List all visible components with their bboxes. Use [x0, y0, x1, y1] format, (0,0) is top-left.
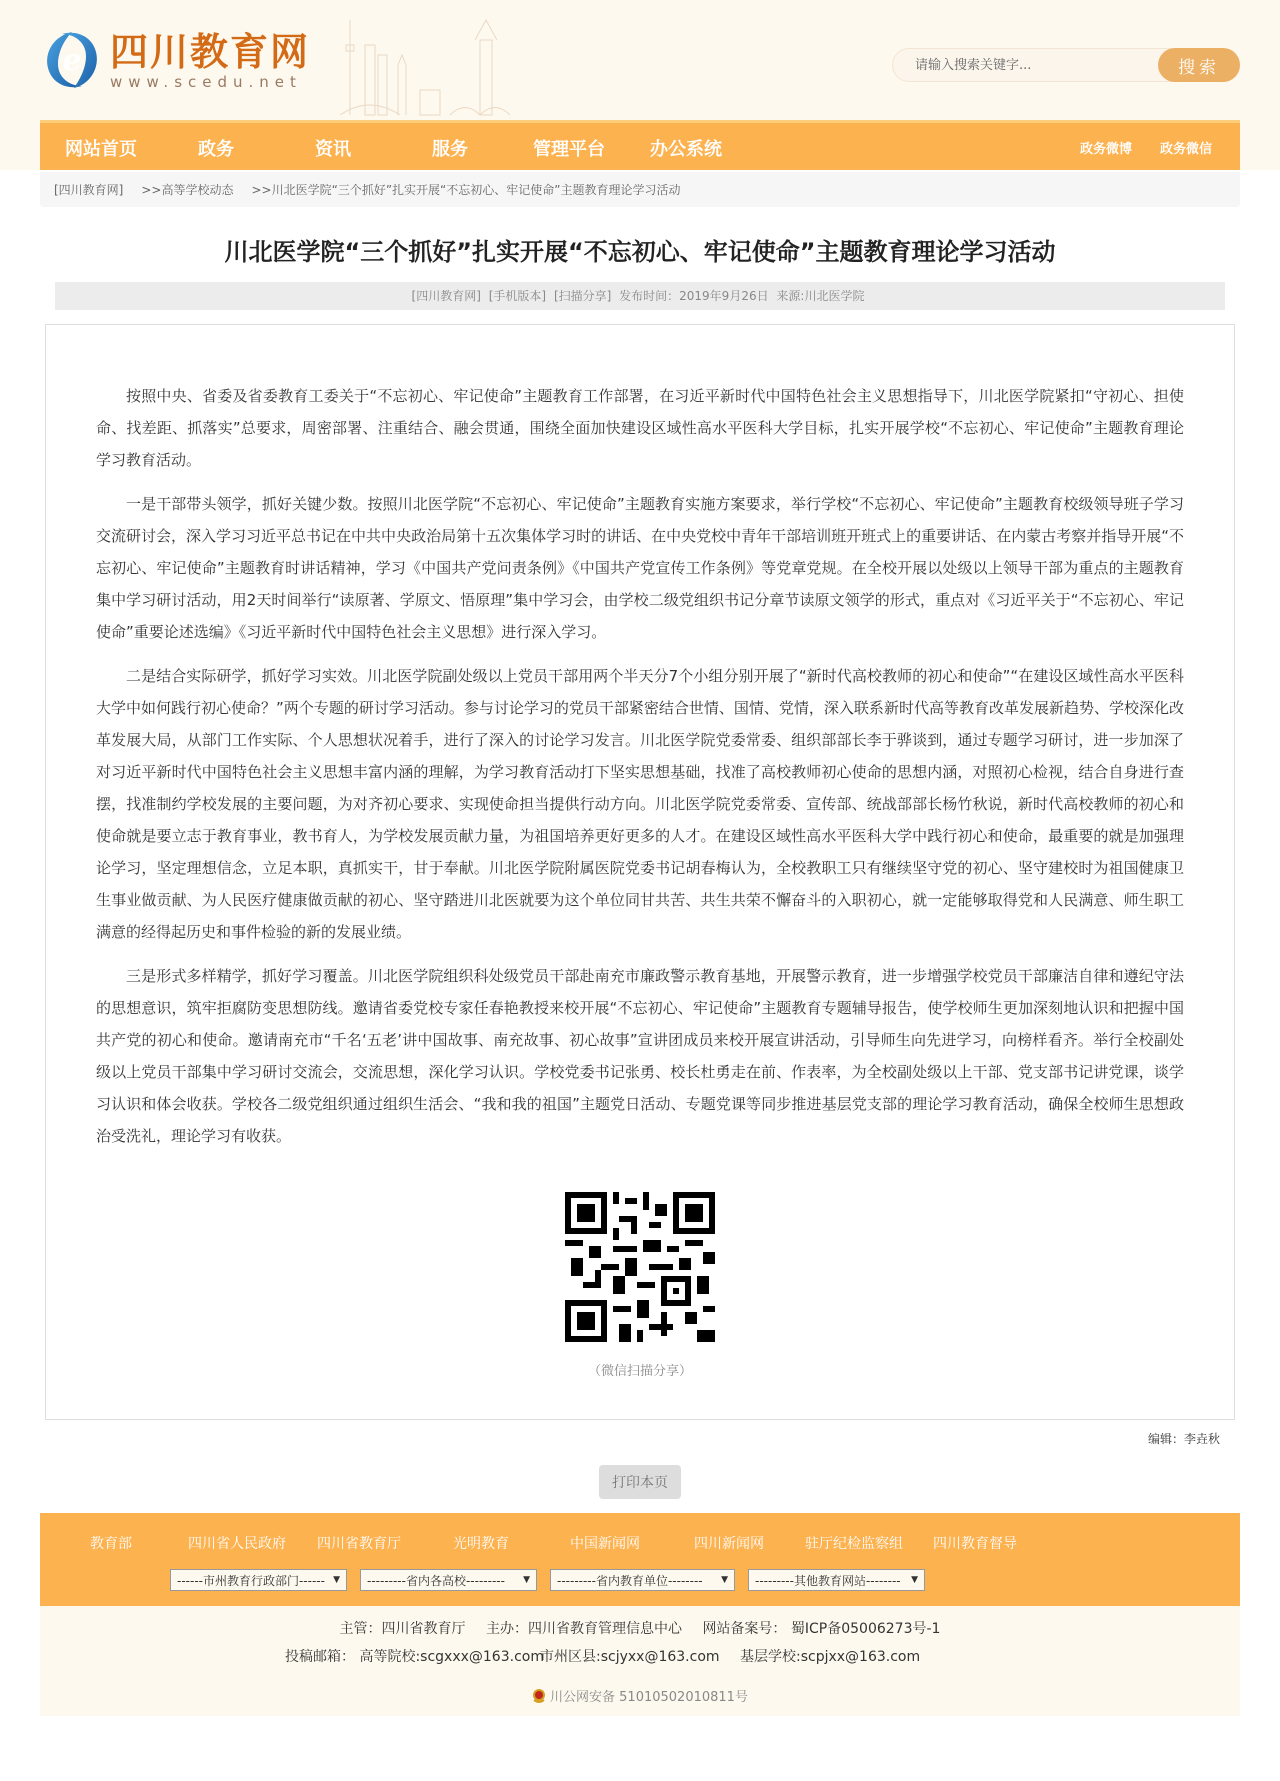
meta-mobile-link[interactable]: [手机版本]	[488, 289, 547, 303]
article-paragraph: 三是形式多样精学，抓好学习覆盖。川北医学院组织科处级党员干部赴南充市廉政警示教育基地，开展警示教育，进一步增强学校党员干部廉洁自律和遵纪守法的思想意识，筑牢拒腐防变思想防线。邀请省委党校专家任春艳教授来校开展“不忘初心、牢记使命”主题教育专题辅导报告，使学校师生更加深刻地认识和把握中国共产党的初心和使命。邀请南充市“千名‘五老’讲中国故事、南充故事、初心故事”宣讲团成员来校开展宣讲活动，引导师生向先进学习，向榜样看齐。举行全校副处级以上党员干部集中学习研讨交流会，交流思想，深化学习认识。学校党委书记张勇、校长杜勇走在前、作表率，为全校副处级以上干部、党支部书记讲党课，谈学习认识和体会收获。学校各二级党组织通过组织生活会、“我和我的祖国”主题党日活动、专题党课等同步推进基层党支部的理论学习教育活动，确保全校师生思想政治受洗礼，理论学习有收获。	[96, 967, 1184, 1145]
nav-item-home[interactable]: 网站首页	[65, 139, 137, 160]
dropdown-arrow-icon: ▼	[721, 1575, 728, 1585]
article-paragraph: 按照中央、省委及省委教育工委关于“不忘初心、牢记使命”主题教育工作部署，在习近平新时代中国特色社会主义思想指导下，川北医学院紧扣“守初心、担使命、找差距、抓落实”总要求，周密部署、注重结合、融会贯通，围绕全面加快建设区域性高水平医科大学目标，扎实开展学校“不忘初心、牢记使命”主题教育理论学习教育活动。	[96, 387, 1184, 469]
footer-link-chinanews[interactable]: 中国新闻网	[570, 1536, 640, 1552]
nav-item-wechat[interactable]: 政务微信	[1159, 142, 1212, 157]
meta-publish-date: 发布时间：2019年9月26日	[619, 289, 769, 303]
article-paragraph: 二是结合实际研学，抓好学习实效。川北医学院副处级以上党员干部用两个半天分7个小组分别开展了“新时代高校教师的初心和使命”“在建设区域性高水平医科大学中如何践行初心使命？”两个专题的研讨学习活动。参与讨论学习的党员干部紧密结合世情、国情、党情，深入联系新时代高等教育改革发展新趋势、学校深化改革发展大局，从部门工作实际、个人思想状况着手，进行了深入的讨论学习发言。川北医学院党委常委、组织部部长李于骅谈到，通过专题学习研讨，进一步加深了对习近平新时代中国特色社会主义思想丰富内涵的理解，为学习教育活动打下坚实思想基础，找准了高校教师初心使命的思想内涵，对照初心检视，结合自身进行查摆，找准制约学校发展的主要问题，为对齐初心要求、实现使命担当提供行动方向。川北医学院党委常委、宣传部、统战部部长杨竹秋说，新时代高校教师的初心和使命就是要立志于教育事业，教书育人，为学校发展贡献力量，为祖国培养更好更多的人才。在建设区域性高水平医科大学中践行初心和使命，最重要的就是加强理论学习，坚定理想信念，立足本职，真抓实干，甘于奉献。川北医学院附属医院党委书记胡春梅认为，全校教职工只有继续坚守党的初心、坚守建校时为祖国健康卫生事业做贡献、为人民医疗健康做贡献的初心、坚守踏进川北医就要为这个单位同甘共苦、共生共荣不懈奋斗的入职初心，就一定能够取得党和人民满意、师生职工满意的经得起历史和事件检验的新的发展业绩。	[96, 667, 1184, 941]
footer-link-scnews[interactable]: 四川新闻网	[694, 1536, 764, 1552]
select-city-edu-dept[interactable]: ------市州教育行政部门------ ▼	[170, 1569, 347, 1591]
qr-code-icon	[565, 1192, 715, 1342]
site-header	[0, 0, 1280, 170]
qr-caption: （微信扫描分享）	[587, 1364, 692, 1379]
search-button[interactable]: 搜索	[1158, 48, 1240, 82]
dropdown-arrow-icon: ▼	[911, 1575, 918, 1585]
article-title: 川北医学院“三个抓好”扎实开展“不忘初心、牢记使命”主题教育理论学习活动	[224, 238, 1056, 266]
skyline-illustration-icon	[340, 15, 520, 120]
article-paragraph: 一是干部带头领学，抓好关键少数。按照川北医学院“不忘初心、牢记使命”主题教育实施方案要求，举行学校“不忘初心、牢记使命”主题教育校级领导班子学习交流研讨会，深入学习习近平总书记在中共中央政治局第十五次集体学习时的讲话、在中央党校中青年干部培训班开班式上的重要讲话、在内蒙古考察并指导开展“不忘初心、牢记使命”主题教育时讲话精神，学习《中国共产党问责条例》《中国共产党宣传工作条例》等党章党规。在全校开展以处级以上领导干部为重点的主题教育集中学习研讨活动，用2天时间举行“读原著、学原文、悟原理”集中学习会，由学校二级党组织书记分章节读原文领学的形式，重点对《习近平关于“不忘初心、牢记使命”重要论述选编》《习近平新时代中国特色社会主义思想》进行深入学习。	[96, 495, 1184, 641]
footer-link-moe[interactable]: 教育部	[90, 1536, 132, 1552]
nav-item-management-platform[interactable]: 管理平台	[533, 139, 605, 160]
breadcrumb	[40, 172, 1240, 207]
footer-links-bar	[40, 1513, 1240, 1606]
article-meta	[55, 282, 1225, 310]
search-bar	[892, 48, 1240, 82]
footer-info	[40, 1606, 1240, 1716]
meta-site-link[interactable]: [四川教育网]	[411, 289, 481, 303]
search-input[interactable]	[893, 49, 1158, 81]
footer-link-discipline-inspection[interactable]: 驻厅纪检监察组	[805, 1536, 903, 1552]
meta-scan-link[interactable]: [扫描分享]	[553, 289, 612, 303]
select-other-edu-sites[interactable]: ---------其他教育网站-------- ▼	[748, 1569, 925, 1591]
site-logo[interactable]	[42, 28, 310, 92]
breadcrumb-current[interactable]: >>川北医学院“三个抓好”扎实开展“不忘初心、牢记使命”主题教育理论学习活动	[251, 183, 681, 197]
footer-link-edu-supervision[interactable]: 四川教育督导	[933, 1536, 1017, 1552]
footer-link-sc-gov[interactable]: 四川省人民政府	[188, 1536, 286, 1552]
breadcrumb-category[interactable]: >>高等学校动态	[141, 183, 234, 197]
footer-email-city: 市州区县:scjyxx@163.com	[540, 1649, 720, 1665]
select-provincial-edu-units[interactable]: ---------省内教育单位-------- ▼	[550, 1569, 735, 1591]
footer-organizer: 主办：四川省教育管理信息中心	[485, 1621, 682, 1637]
footer-supervisor: 主管：四川省教育厅	[339, 1621, 466, 1637]
footer-police-record[interactable]: 川公网安备 51010502010811号	[550, 1690, 748, 1705]
footer-email-universities: 投稿邮箱： 高等院校:scgxxx@163.com	[285, 1649, 544, 1665]
print-page-button[interactable]: 打印本页	[599, 1465, 681, 1499]
nav-item-office-system[interactable]: 办公系统	[650, 139, 722, 160]
footer-icp[interactable]: 网站备案号： 蜀ICP备05006273号-1	[702, 1621, 941, 1637]
meta-source: 来源:川北医学院	[776, 289, 865, 303]
logo-e-icon	[42, 28, 102, 92]
article-body	[45, 324, 1235, 1420]
dropdown-arrow-icon: ▼	[523, 1575, 530, 1585]
logo-title: 四川教育网	[110, 30, 311, 74]
nav-item-weibo[interactable]: 政务微博	[1079, 142, 1132, 157]
nav-item-government[interactable]: 政务	[198, 139, 234, 160]
footer-link-gmw-edu[interactable]: 光明教育	[453, 1536, 509, 1552]
dropdown-arrow-icon: ▼	[333, 1575, 340, 1585]
footer-email-schools: 基层学校:scpjxx@163.com	[740, 1649, 921, 1665]
breadcrumb-home[interactable]: [四川教育网]	[54, 183, 124, 197]
footer-link-sc-edu-dept[interactable]: 四川省教育厅	[317, 1536, 401, 1552]
svg-text:e: e	[62, 43, 82, 78]
select-provincial-universities[interactable]: ---------省内各高校--------- ▼	[360, 1569, 537, 1591]
main-nav	[40, 120, 1240, 170]
nav-item-news[interactable]: 资讯	[315, 139, 351, 160]
nav-item-services[interactable]: 服务	[432, 139, 468, 160]
editor-credit: 编辑：李垚秋	[1147, 1432, 1220, 1446]
police-badge-icon	[532, 1688, 546, 1704]
logo-url: www.scedu.net	[110, 73, 302, 91]
